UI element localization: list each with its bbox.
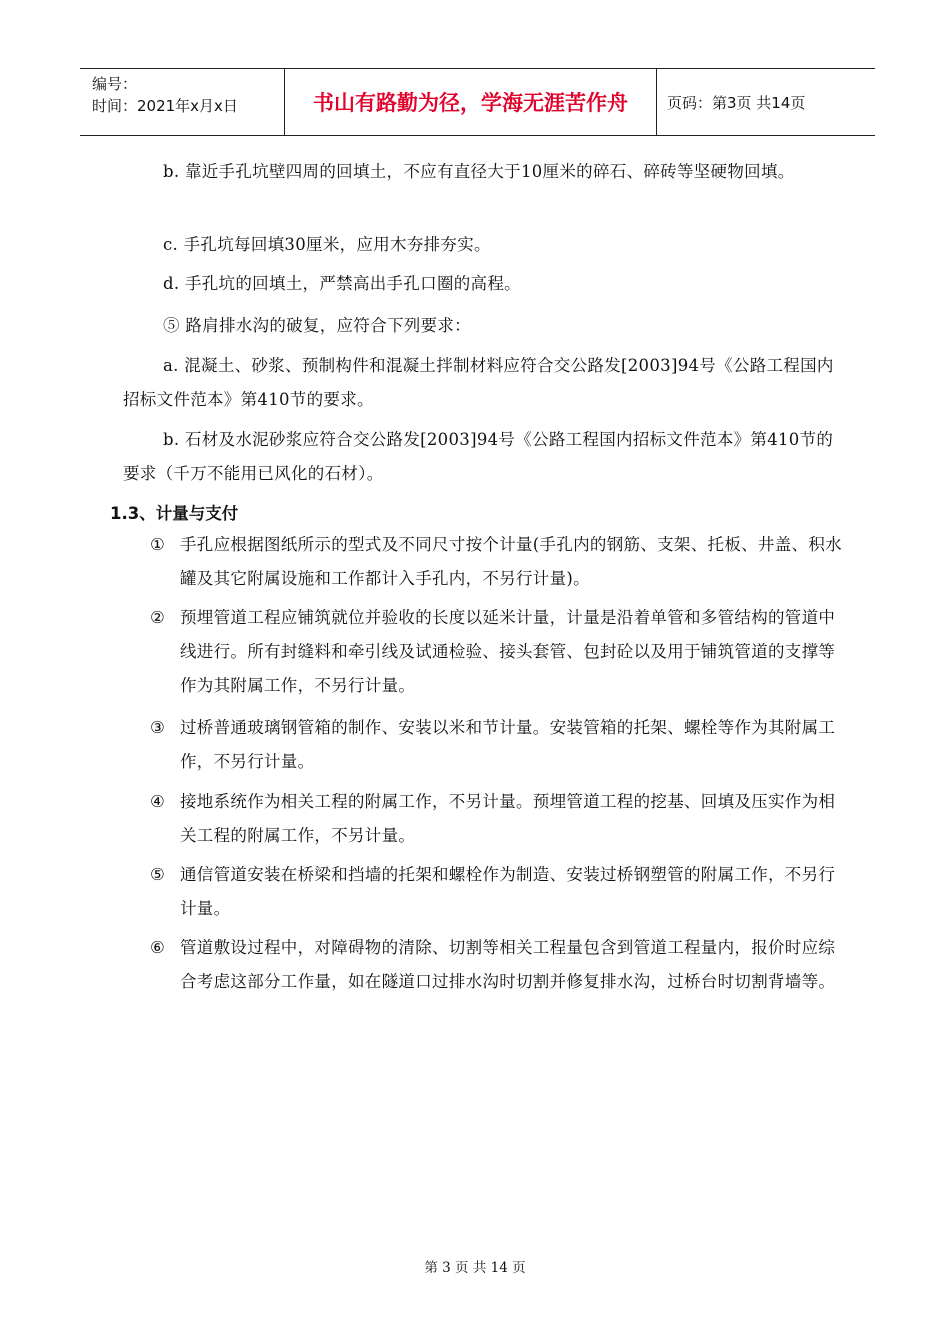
- list-item: [150, 931, 850, 999]
- header-page-label: 页码：第3页 共14页: [667, 93, 806, 112]
- paragraph: c. 手孔坑每回填30厘米，应用木夯排夯实。: [163, 235, 491, 254]
- section-heading: 1.3、计量与支付: [110, 504, 239, 523]
- item-number: ⑤: [150, 865, 166, 884]
- time-label: 时间：2021年x月x日: [92, 97, 238, 115]
- paragraph: b. 靠近手孔坑壁四周的回填土，不应有直径大于10厘米的碎石、碎砖等坚硬物回填。: [163, 162, 795, 181]
- list-item: [150, 601, 850, 703]
- list-item: [150, 785, 850, 853]
- page-header: [80, 68, 875, 136]
- item-text: 过桥普通玻璃钢管箱的制作、安装以米和节计量。安装管箱的托架、螺栓等作为其附属工作，不另行计量。: [180, 718, 836, 771]
- item-number: ⑥: [150, 938, 166, 957]
- list-item: [150, 711, 850, 779]
- paragraph: b. 石材及水泥砂浆应符合交公路发[2003]94号《公路工程国内招标文件范本》第410节的要求（千万不能用已风化的石材）。: [123, 430, 834, 483]
- list-item: [150, 528, 850, 596]
- item-text: 管道敷设过程中，对障碍物的清除、切割等相关工程量包含到管道工程量内，报价时应综合考虑这部分工作量，如在隧道口过排水沟时切割并修复排水沟，过桥台时切割背墙等。: [180, 938, 836, 991]
- item-text: 手孔应根据图纸所示的型式及不同尺寸按个计量(手孔内的钢筋、支架、托板、井盖、积水罐及其它附属设施和工作都计入手孔内，不另行计量)。: [180, 535, 842, 588]
- item-text: 通信管道安装在桥梁和挡墙的托架和螺栓作为制造、安装过桥钢塑管的附属工作，不另行计量。: [180, 865, 836, 918]
- item-text: 接地系统作为相关工程的附属工作，不另计量。预埋管道工程的挖基、回填及压实作为相关工程的附属工作，不另计量。: [180, 792, 836, 845]
- item-text: 预埋管道工程应铺筑就位并验收的长度以延米计量，计量是沿着单管和多管结构的管道中线进行。所有封缝料和牵引线及试通检验、接头套管、包封砼以及用于铺筑管道的支撑等作为其附属工作，不另行计量。: [180, 608, 836, 695]
- header-meta: [80, 69, 285, 135]
- header-motto: 书山有路勤为径，学海无涯苦作舟: [285, 69, 657, 135]
- list-item: [150, 858, 850, 926]
- page-footer: 第 3 页 共 14 页: [424, 1260, 526, 1276]
- item-number: ③: [150, 718, 166, 737]
- item-number: ①: [150, 535, 166, 554]
- number-label: 编号：: [92, 75, 138, 93]
- item-number: ②: [150, 608, 166, 627]
- item-number: ④: [150, 792, 166, 811]
- paragraph: a. 混凝土、砂浆、预制构件和混凝土拌制材料应符合交公路发[2003]94号《公路工程国内招标文件范本》第410节的要求。: [123, 356, 834, 409]
- paragraph: ⑤ 路肩排水沟的破复，应符合下列要求：: [163, 316, 471, 335]
- paragraph: d. 手孔坑的回填土，严禁高出手孔口圈的高程。: [163, 274, 521, 293]
